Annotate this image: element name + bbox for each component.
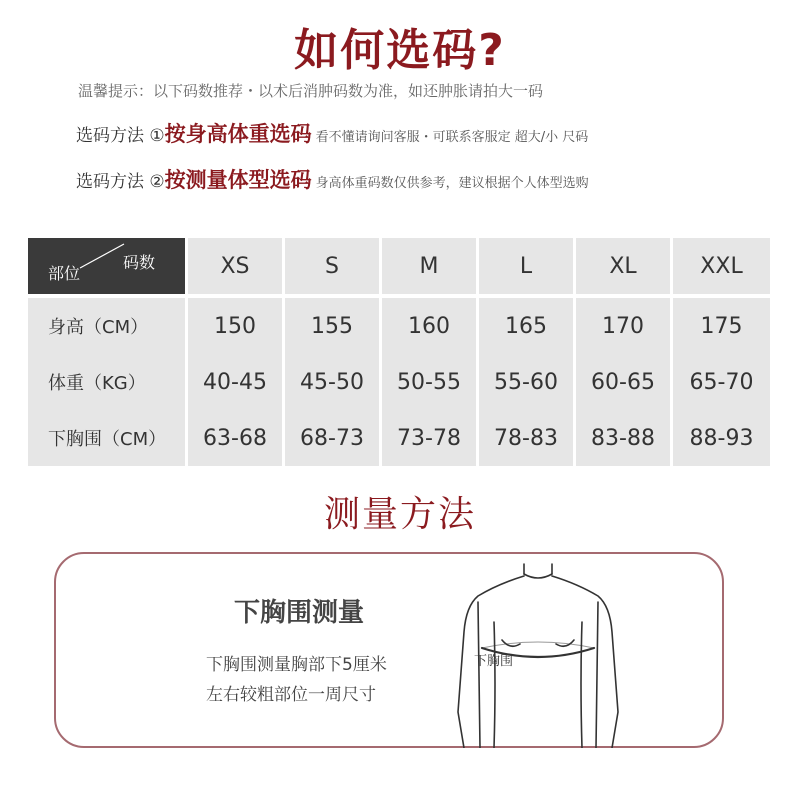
row-label: 身高（CM） bbox=[28, 298, 185, 354]
table-cell: 50-55 bbox=[382, 354, 476, 410]
figure-label: 下胸围 bbox=[474, 654, 514, 669]
table-cell: 45-50 bbox=[285, 354, 379, 410]
table-cell: 88-93 bbox=[673, 410, 770, 466]
table-cell: 165 bbox=[479, 298, 573, 354]
table-cell: 65-70 bbox=[673, 354, 770, 410]
panel-line-2: 左右较粗部位一周尺寸 bbox=[206, 685, 376, 705]
corner-size-label: 码数 bbox=[122, 253, 155, 272]
table-cell: 150 bbox=[188, 298, 282, 354]
size-header: M bbox=[382, 238, 476, 294]
table-cell: 68-73 bbox=[285, 410, 379, 466]
corner-part-label: 部位 bbox=[48, 264, 81, 283]
table-cell: 175 bbox=[673, 298, 770, 354]
page-title: 如何选码? bbox=[294, 25, 506, 76]
table-cell: 63-68 bbox=[188, 410, 282, 466]
table-row bbox=[28, 354, 770, 410]
table-cell: 155 bbox=[285, 298, 379, 354]
method-1 bbox=[76, 118, 588, 148]
table-cell: 73-78 bbox=[382, 410, 476, 466]
method-2-note: 身高体重码数仅供参考，建议根据个人体型选购 bbox=[315, 176, 589, 191]
method-1-note: 看不懂请询问客服・可联系客服定 超大/小 尺码 bbox=[315, 130, 589, 145]
method-2 bbox=[76, 164, 589, 194]
size-header: L bbox=[479, 238, 573, 294]
size-header: XL bbox=[576, 238, 670, 294]
table-cell: 78-83 bbox=[479, 410, 573, 466]
corner-cell bbox=[28, 238, 185, 294]
measure-title: 测量方法 bbox=[323, 494, 476, 535]
table-cell: 170 bbox=[576, 298, 670, 354]
size-header: S bbox=[285, 238, 379, 294]
panel-line-1: 下胸围测量胸部下5厘米 bbox=[206, 655, 387, 675]
table-header-row bbox=[28, 238, 770, 294]
table-cell: 55-60 bbox=[479, 354, 573, 410]
table-row bbox=[28, 298, 770, 354]
size-header: XXL bbox=[673, 238, 770, 294]
table-cell: 160 bbox=[382, 298, 476, 354]
table-cell: 60-65 bbox=[576, 354, 670, 410]
table-cell: 83-88 bbox=[576, 410, 670, 466]
method-2-strong: 按测量体型选码 bbox=[164, 168, 312, 192]
warm-tip: 温馨提示：以下码数推荐・以术后消肿码数为准，如还肿胀请拍大一码 bbox=[78, 82, 544, 100]
measure-panel bbox=[54, 552, 724, 748]
row-label: 体重（KG） bbox=[28, 354, 185, 410]
size-header: XS bbox=[188, 238, 282, 294]
method-1-strong: 按身高体重选码 bbox=[164, 122, 312, 146]
table-row bbox=[28, 410, 770, 466]
table-cell: 40-45 bbox=[188, 354, 282, 410]
body-outline-icon bbox=[438, 562, 638, 748]
row-label: 下胸围（CM） bbox=[28, 410, 185, 466]
method-2-prefix: 选码方法 ② bbox=[76, 172, 165, 192]
method-1-prefix: 选码方法 ① bbox=[76, 126, 165, 146]
panel-title: 下胸围测量 bbox=[234, 598, 365, 628]
